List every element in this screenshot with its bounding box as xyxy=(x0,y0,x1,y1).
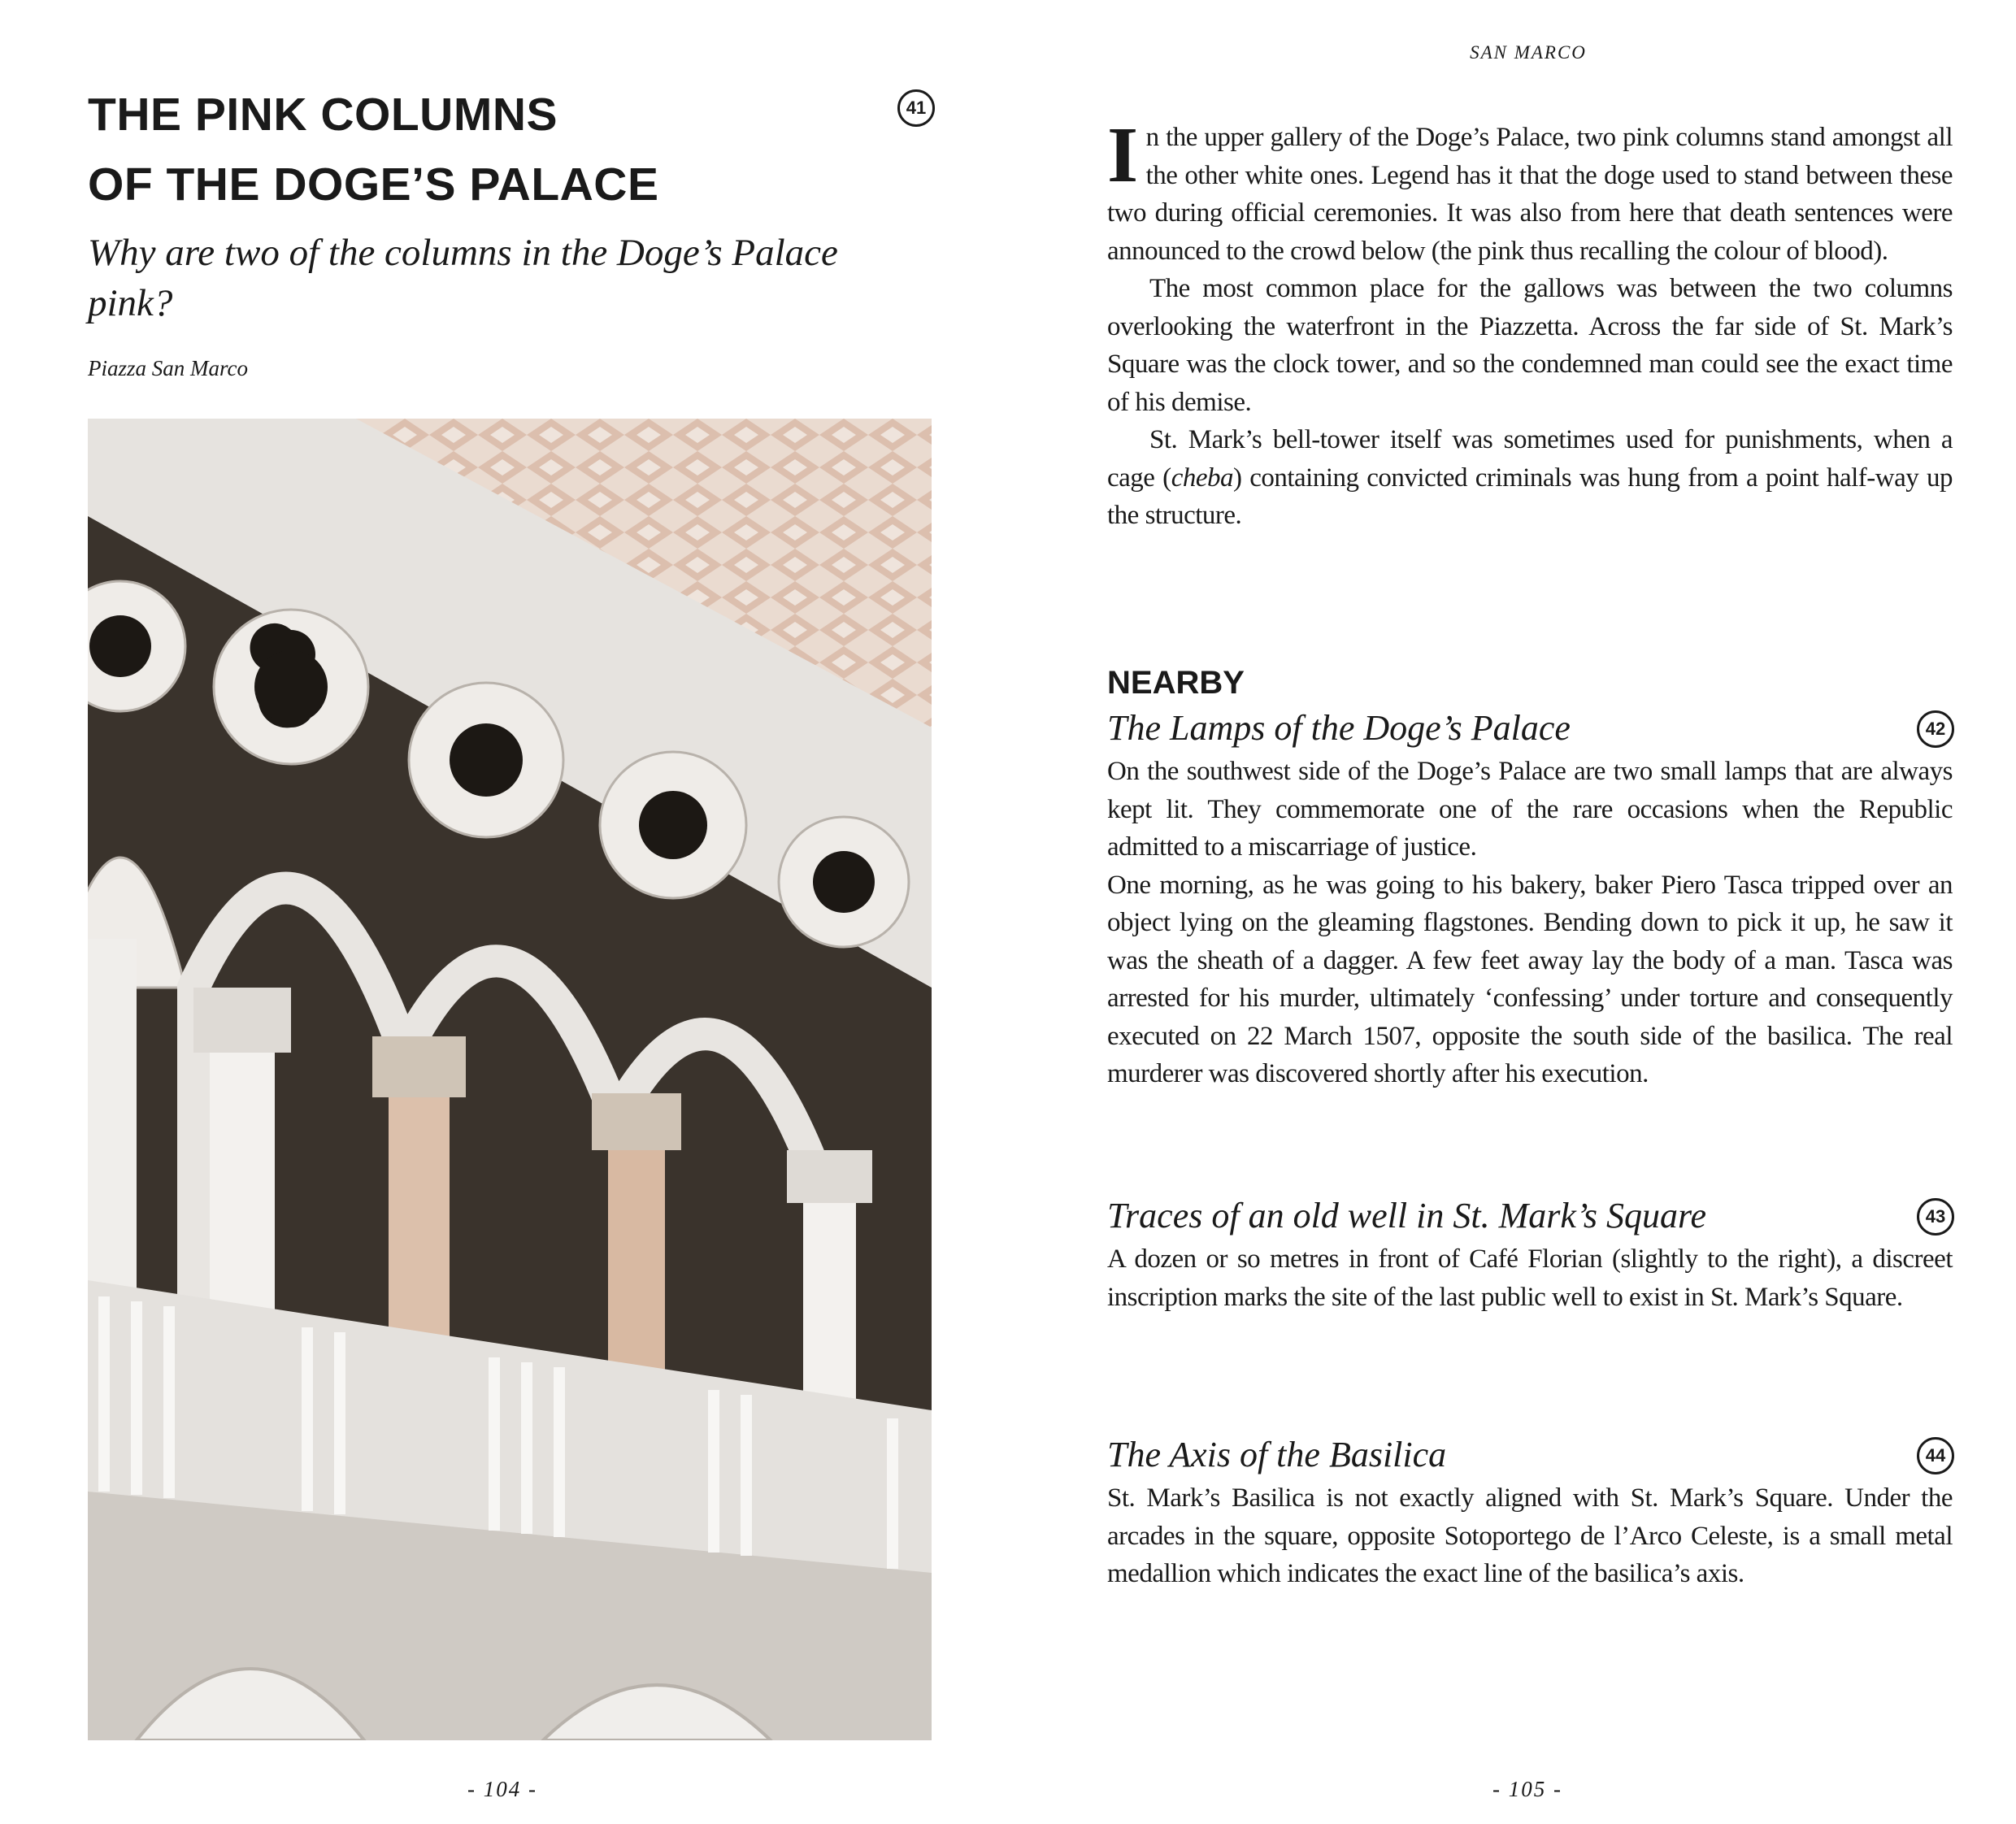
text: ) containing convicted criminals was hung from a point half-way up the structure. xyxy=(1107,463,1953,530)
subtitle: Why are two of the columns in the Doge’s Palace pink? xyxy=(88,232,838,324)
title-line: OF THE DOGE’S PALACE xyxy=(88,159,659,211)
nearby-text xyxy=(1107,753,1953,1093)
paragraph: n the upper gallery of the Doge’s Palace, two pink columns stand amongst all the other white ones. Legend has it that the doge used to stand between these two during official ceremonies. It was also from here that death sentences were announced to the crowd below (the pink thus recalling the colour of blood). xyxy=(1107,123,1953,266)
nearby-heading: Traces of an old well in St. Mark’s Square xyxy=(1107,1196,1706,1236)
nearby-heading: The Axis of the Basilica xyxy=(1107,1435,1447,1474)
entry-number-badge: 42 xyxy=(1917,710,1954,748)
paragraph: St. Mark’s Basilica is not exactly aligned with St. Mark’s Square. Under the arcades in the square, opposite Sotoportego de l’Arco Celeste, is a small metal medallion which indicates the exact line of the basilica’s axis. xyxy=(1107,1483,1953,1588)
page-number-left: - 104 - xyxy=(467,1777,537,1801)
nearby-text xyxy=(1107,1240,1953,1316)
page-number-right: - 105 - xyxy=(1492,1777,1562,1801)
doges-palace-photo xyxy=(88,419,932,1740)
paragraph: On the southwest side of the Doge’s Palace are two small lamps that are always kept lit. They commemorate one of the rare occasions when the Republic admitted to a miscarriage of justice. xyxy=(1107,757,1953,862)
drop-cap: I xyxy=(1107,111,1138,199)
paragraph: The most common place for the gallows was between the two columns overlooking the waterfront in the Piazzetta. Across the far side of St. Mark’s Square was the clock tower, and so the condemned man could see the exact time of his demise. xyxy=(1107,274,1953,417)
paragraph xyxy=(1107,421,1953,535)
nearby-label: NEARBY xyxy=(1107,665,1245,701)
running-header: SAN MARCO xyxy=(1470,42,1587,63)
page-title xyxy=(88,80,659,219)
entry-number-badge: 43 xyxy=(1917,1198,1954,1236)
paragraph: A dozen or so metres in front of Café Florian (slightly to the right), a discreet inscription marks the site of the last public well to exist in St. Mark’s Square. xyxy=(1107,1244,1953,1312)
nearby-heading: The Lamps of the Doge’s Palace xyxy=(1107,708,1571,748)
main-article xyxy=(1107,111,1953,535)
location: Piazza San Marco xyxy=(88,356,248,380)
nearby-text xyxy=(1107,1479,1953,1593)
entry-number-badge: 41 xyxy=(897,89,935,127)
title-line: THE PINK COLUMNS xyxy=(88,89,558,141)
paragraph: One morning, as he was going to his bakery, baker Piero Tasca tripped over an object lying on the gleaming flagstones. Bending down to pick it up, he saw it was the sheath of a dagger. A few feet away lay the body of a man. Tasca was arrested for his murder, ultimately ‘confessing’ under torture and consequently executed on 22 March 1507, opposite the south side of the basilica. The real murderer was discovered shortly after his execution. xyxy=(1107,870,1953,1088)
italic-term: cheba xyxy=(1171,463,1233,493)
text: St. Mark’s bell-tower itself was sometimes used for punishments, when a cage ( xyxy=(1107,425,1953,493)
entry-number-badge: 44 xyxy=(1917,1437,1954,1474)
